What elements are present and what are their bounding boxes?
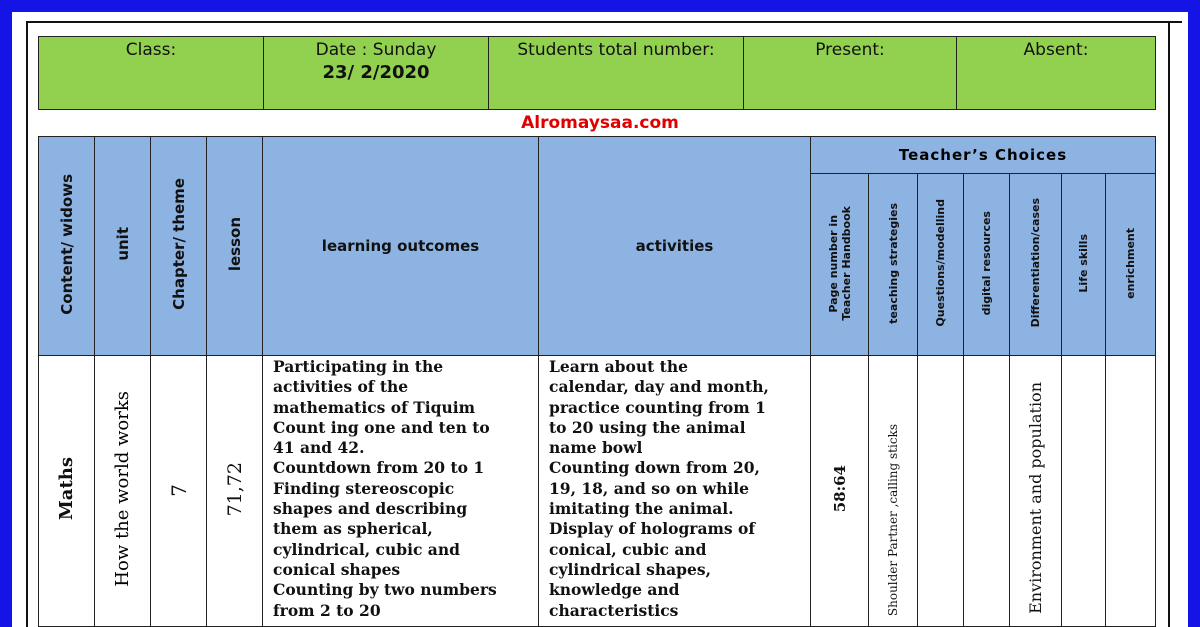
activity-line: practice counting from 1: [549, 397, 766, 417]
present-cell: [744, 37, 957, 110]
activity-line: to 20 using the animal: [549, 417, 746, 437]
students-cell: [489, 37, 744, 110]
col-enrichment-label: enrichment: [1124, 227, 1137, 299]
outcome-line: Count ing one and ten to: [273, 417, 490, 437]
strategies-cell: [869, 356, 918, 627]
outcome-line: shapes and describing: [273, 499, 468, 519]
col-outcomes-label: learning outcomes: [321, 237, 480, 255]
digital-cell: [964, 356, 1010, 627]
class-label: Class:: [125, 40, 177, 60]
col-differentiation-label: Differentiation/cases: [1029, 198, 1042, 328]
strategies-value: Shoulder Partner ,calling sticks: [886, 423, 900, 616]
outcome-line: them as spherical,: [273, 519, 433, 539]
border-line: [26, 21, 28, 627]
col-questions: [918, 174, 964, 356]
outcome-line: conical shapes: [273, 559, 401, 579]
border-line: [1168, 21, 1170, 627]
page-cell: [811, 356, 869, 627]
col-strategies-label: teaching strategies: [886, 202, 900, 324]
outcome-line: activities of the: [273, 377, 409, 397]
col-strategies: [869, 174, 918, 356]
content-value: Maths: [56, 457, 77, 521]
date-value: 23/ 2/2020: [322, 62, 430, 83]
activity-line: imitating the animal.: [549, 499, 734, 519]
outcome-line: 41 and 42.: [273, 438, 365, 458]
col-content: [39, 137, 95, 356]
chapter-cell: [151, 356, 207, 627]
date-label: Date : Sunday: [315, 40, 437, 60]
outcome-line: cylindrical, cubic and: [273, 539, 460, 559]
teachers-choices-header: [811, 137, 1156, 174]
absent-cell: [957, 37, 1156, 110]
activity-line: Learn about the: [549, 357, 688, 376]
outcome-line: mathematics of Tiquim: [273, 397, 476, 417]
life-skills-cell: [1062, 356, 1106, 627]
col-page: [811, 174, 869, 356]
outcome-line: Counting by two numbers: [273, 580, 497, 600]
enrichment-cell: [1106, 356, 1156, 627]
activity-line: calendar, day and month,: [549, 377, 769, 397]
col-lesson: [207, 137, 263, 356]
lesson-cell: [207, 356, 263, 627]
teachers-choices-label: Teacher’s Choices: [898, 146, 1068, 164]
absent-label: Absent:: [1023, 40, 1089, 60]
col-chapter: [151, 137, 207, 356]
activity-line: characteristics: [549, 600, 679, 620]
page-frame: [12, 12, 1188, 627]
questions-cell: [918, 356, 964, 627]
col-questions-label: Questions/modellind: [934, 199, 947, 327]
unit-cell: [95, 356, 151, 627]
table-row: [39, 356, 1156, 627]
activities-cell: [539, 356, 811, 627]
col-chapter-label: Chapter/ theme: [169, 178, 188, 310]
col-unit-label: unit: [113, 227, 132, 261]
activity-line: Display of holograms of: [549, 519, 756, 539]
outcome-line: Finding stereoscopic: [273, 478, 455, 498]
activity-line: conical, cubic and: [549, 539, 707, 559]
date-cell: [264, 37, 489, 110]
col-page-label: [827, 206, 853, 321]
activity-line: Counting down from 20,: [549, 458, 760, 478]
col-activities-label: activities: [635, 237, 714, 255]
col-enrichment: [1106, 174, 1156, 356]
col-life-skills-label: Life skills: [1077, 233, 1090, 293]
differentiation-value: Environment and population: [1026, 382, 1045, 614]
students-label: Students total number:: [517, 40, 715, 60]
col-lesson-label: lesson: [225, 216, 244, 272]
activity-line: 19, 18, and so on while: [549, 478, 749, 498]
col-unit: [95, 137, 151, 356]
differentiation-cell: [1010, 356, 1062, 627]
outcome-line: from 2 to 20: [273, 600, 381, 620]
content-cell: [39, 356, 95, 627]
col-digital-label: digital resources: [980, 210, 993, 316]
col-page-label-line1: Page number in: [826, 214, 840, 312]
chapter-value: 7: [166, 483, 191, 497]
site-watermark: Alromaysaa.com: [521, 113, 679, 133]
activity-line: name bowl: [549, 438, 643, 458]
border-line: [26, 21, 1182, 23]
col-page-label-line2: Teacher Handbook: [839, 205, 853, 321]
col-digital: [964, 174, 1010, 356]
outcome-line: Countdown from 20 to 1: [273, 458, 485, 478]
col-differentiation: [1010, 174, 1062, 356]
activity-line: cylindrical shapes,: [549, 559, 712, 579]
col-content-label: Content/ widows: [57, 173, 76, 315]
lesson-value: 71,72: [223, 461, 246, 517]
activity-line: knowledge and: [549, 580, 680, 600]
present-label: Present:: [815, 40, 885, 60]
col-life-skills: [1062, 174, 1106, 356]
col-activities: [539, 137, 811, 356]
unit-value: How the world works: [112, 391, 133, 587]
class-cell: [39, 37, 264, 110]
outcomes-cell: [263, 356, 539, 627]
col-outcomes: [263, 137, 539, 356]
page-value: 58:64: [830, 465, 849, 513]
lesson-plan-table: [38, 136, 1156, 627]
outcome-line: Participating in the: [273, 357, 444, 376]
lesson-header-table: [38, 36, 1156, 110]
